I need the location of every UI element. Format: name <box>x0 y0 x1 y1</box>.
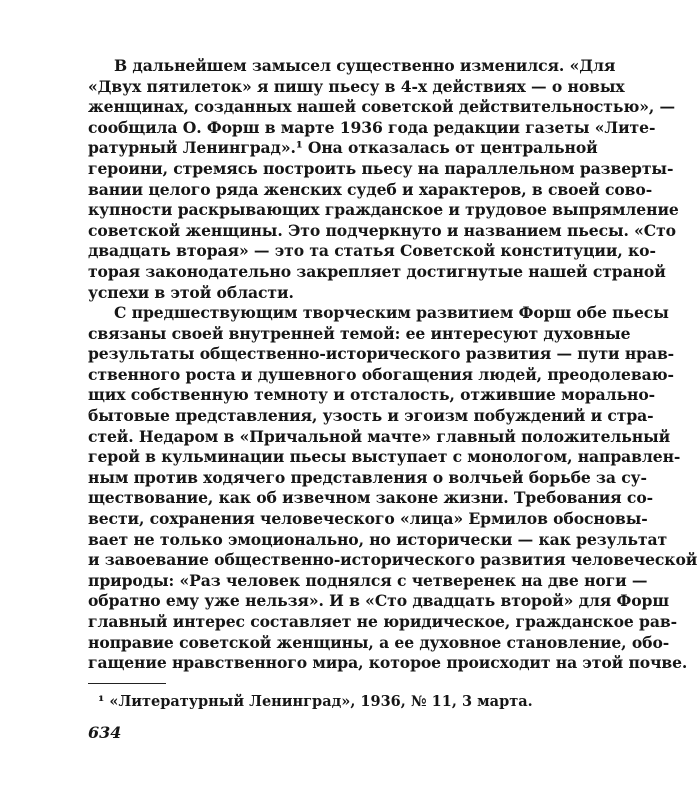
text-line: вании целого ряда женских судеб и характеров, в своей сово- <box>88 179 653 199</box>
text-line: сообщила О. Форш в марте 1936 года редакции газеты «Лите- <box>88 117 656 137</box>
text-line: бытовые представления, узость и эгоизм побуждений и стра- <box>88 406 654 425</box>
text-line: природы: «Раз человек поднялся с четверенек на две ноги — <box>88 570 648 590</box>
footnote: ¹ «Литературный Ленинград», 1936, № 11, 3 марта. <box>98 693 533 710</box>
text-line: С предшествующим творческим развитием Форш обе пьесы <box>114 303 669 322</box>
text-line: женщинах, созданных нашей советской действительностью», — <box>88 97 676 117</box>
text-line: результаты общественно-исторического развития — пути нрав- <box>88 344 675 364</box>
text-line: ноправие советской женщины, а ее духовное становление, обо- <box>88 632 670 652</box>
text-line: героини, стремясь построить пьесу на параллельном разверты- <box>88 159 674 178</box>
text-line: ственного роста и душевного обогащения людей, преодолеваю- <box>88 364 674 384</box>
text-line: вает не только эмоционально, но исторически — как результат <box>88 529 668 549</box>
text-line: двадцать вторая» — это та статья Советской конституции, ко- <box>88 241 656 261</box>
text-line: В дальнейшем замысел существенно изменился. «Для <box>114 56 616 75</box>
text-line: ратурный Ленинград».¹ Она отказалась от центральной <box>88 138 598 158</box>
text-line: ществование, как об извечном законе жизни. Требования со- <box>88 488 653 508</box>
text-line: главный интерес составляет не юридическое, гражданское рав- <box>88 612 677 631</box>
text-line: торая законодательно закрепляет достигнутые нашей страной <box>88 262 666 281</box>
text-line: герой в кульминации пьесы выступает с монологом, направлен- <box>88 447 681 467</box>
text-line: щих собственную темноту и отсталость, отжившие морально- <box>88 385 656 405</box>
text-line: «Двух пятилеток» я пишу пьесу в 4-х действиях — о новых <box>88 76 625 96</box>
text-line: и завоевание общественно-исторического развития человеческой <box>88 550 697 570</box>
text-line: стей. Недаром в «Причальной мачте» главный положительный <box>88 426 671 446</box>
text-line: гащение нравственного мира, которое происходит на этой почве. <box>88 653 688 673</box>
text-line: связаны своей внутренней темой: ее интересуют духовные <box>88 323 631 343</box>
text-line: советской женщины. Это подчеркнуто и названием пьесы. «Сто <box>88 220 676 240</box>
text-line: купности раскрывающих гражданское и трудовое выпрямление <box>88 200 679 220</box>
text-line: ным против ходячего представления о волчьей борьбе за су- <box>88 467 647 487</box>
footnote-divider <box>88 683 166 684</box>
text-line: обратно ему уже нельзя». И в «Сто двадцать второй» для Форш <box>88 591 669 611</box>
text-line: вести, сохранения человеческого «лица» Ермилов обосновы- <box>88 509 648 528</box>
text-line: успехи в этой области. <box>88 282 294 302</box>
page-number: 634 <box>88 723 122 742</box>
